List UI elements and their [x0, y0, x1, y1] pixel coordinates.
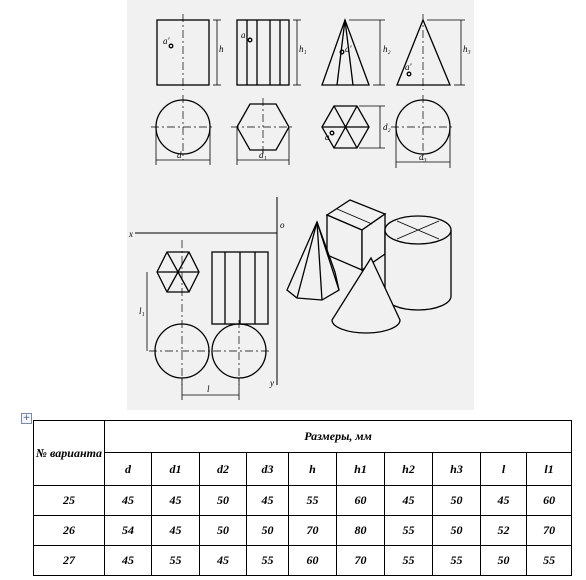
column-header: d1 — [152, 453, 200, 486]
column-header: h — [289, 453, 337, 486]
table-cell: 70 — [527, 516, 572, 546]
table-cell: 55 — [247, 546, 289, 576]
label-h2: h₂ — [383, 44, 391, 54]
label-h1: h₁ — [299, 44, 307, 54]
label-d2: d₂ — [383, 122, 391, 132]
table-cell: 50 — [433, 516, 481, 546]
table-cell: 55 — [433, 546, 481, 576]
table-cell: 45 — [152, 516, 200, 546]
column-header: d3 — [247, 453, 289, 486]
table-cell: 60 — [527, 486, 572, 516]
table-cell: 55 — [385, 516, 433, 546]
label-a-prime-3: a' — [345, 44, 352, 54]
table-cell: 50 — [433, 486, 481, 516]
variants-table — [33, 420, 572, 576]
table-row — [34, 546, 572, 576]
variant-number: 25 — [34, 486, 105, 516]
table-cell: 45 — [247, 486, 289, 516]
label-l1: l₁ — [139, 306, 145, 316]
column-header: l1 — [527, 453, 572, 486]
label-axis-y: y — [270, 378, 274, 388]
label-h: h — [219, 44, 224, 54]
table-row — [34, 486, 572, 516]
label-a: a — [325, 132, 330, 142]
sizes-header: Размеры, мм — [105, 421, 572, 453]
table-cell: 50 — [481, 546, 527, 576]
table-cell: 50 — [200, 486, 247, 516]
table-cell: 54 — [105, 516, 152, 546]
table-cell: 45 — [200, 546, 247, 576]
table-cell: 52 — [481, 516, 527, 546]
label-d: d — [177, 150, 182, 160]
table-cell: 55 — [152, 546, 200, 576]
table-cell: 55 — [527, 546, 572, 576]
column-header: l — [481, 453, 527, 486]
variant-number: 26 — [34, 516, 105, 546]
table-cell: 70 — [289, 516, 337, 546]
table-cell: 50 — [200, 516, 247, 546]
column-header: h3 — [433, 453, 481, 486]
table-row — [34, 516, 572, 546]
table-cell: 45 — [105, 546, 152, 576]
label-d1: d₁ — [259, 150, 267, 160]
table-cell: 70 — [337, 546, 385, 576]
column-header: d — [105, 453, 152, 486]
table-cell: 45 — [152, 486, 200, 516]
variant-number-header: № варианта — [34, 421, 105, 486]
label-d3: d₃ — [419, 152, 427, 162]
table-cell: 60 — [337, 486, 385, 516]
table-move-handle-icon[interactable]: + — [22, 413, 31, 423]
technical-drawing — [127, 0, 474, 410]
variant-number: 27 — [34, 546, 105, 576]
column-header: h1 — [337, 453, 385, 486]
label-a-prime-1: a' — [163, 36, 170, 46]
table-cell: 45 — [385, 486, 433, 516]
label-h3: h₃ — [463, 44, 471, 54]
column-header: h2 — [385, 453, 433, 486]
table-cell: 45 — [105, 486, 152, 516]
label-a-prime-4: a' — [405, 62, 412, 72]
label-origin-o: o — [280, 220, 285, 230]
table-cell: 80 — [337, 516, 385, 546]
column-header: d2 — [200, 453, 247, 486]
label-axis-x: x — [129, 229, 133, 239]
table-cell: 50 — [247, 516, 289, 546]
label-a-prime-2: a' — [241, 30, 248, 40]
table-cell: 45 — [481, 486, 527, 516]
table-cell: 60 — [289, 546, 337, 576]
label-l: l — [207, 384, 210, 394]
table-cell: 55 — [289, 486, 337, 516]
table-cell: 55 — [385, 546, 433, 576]
